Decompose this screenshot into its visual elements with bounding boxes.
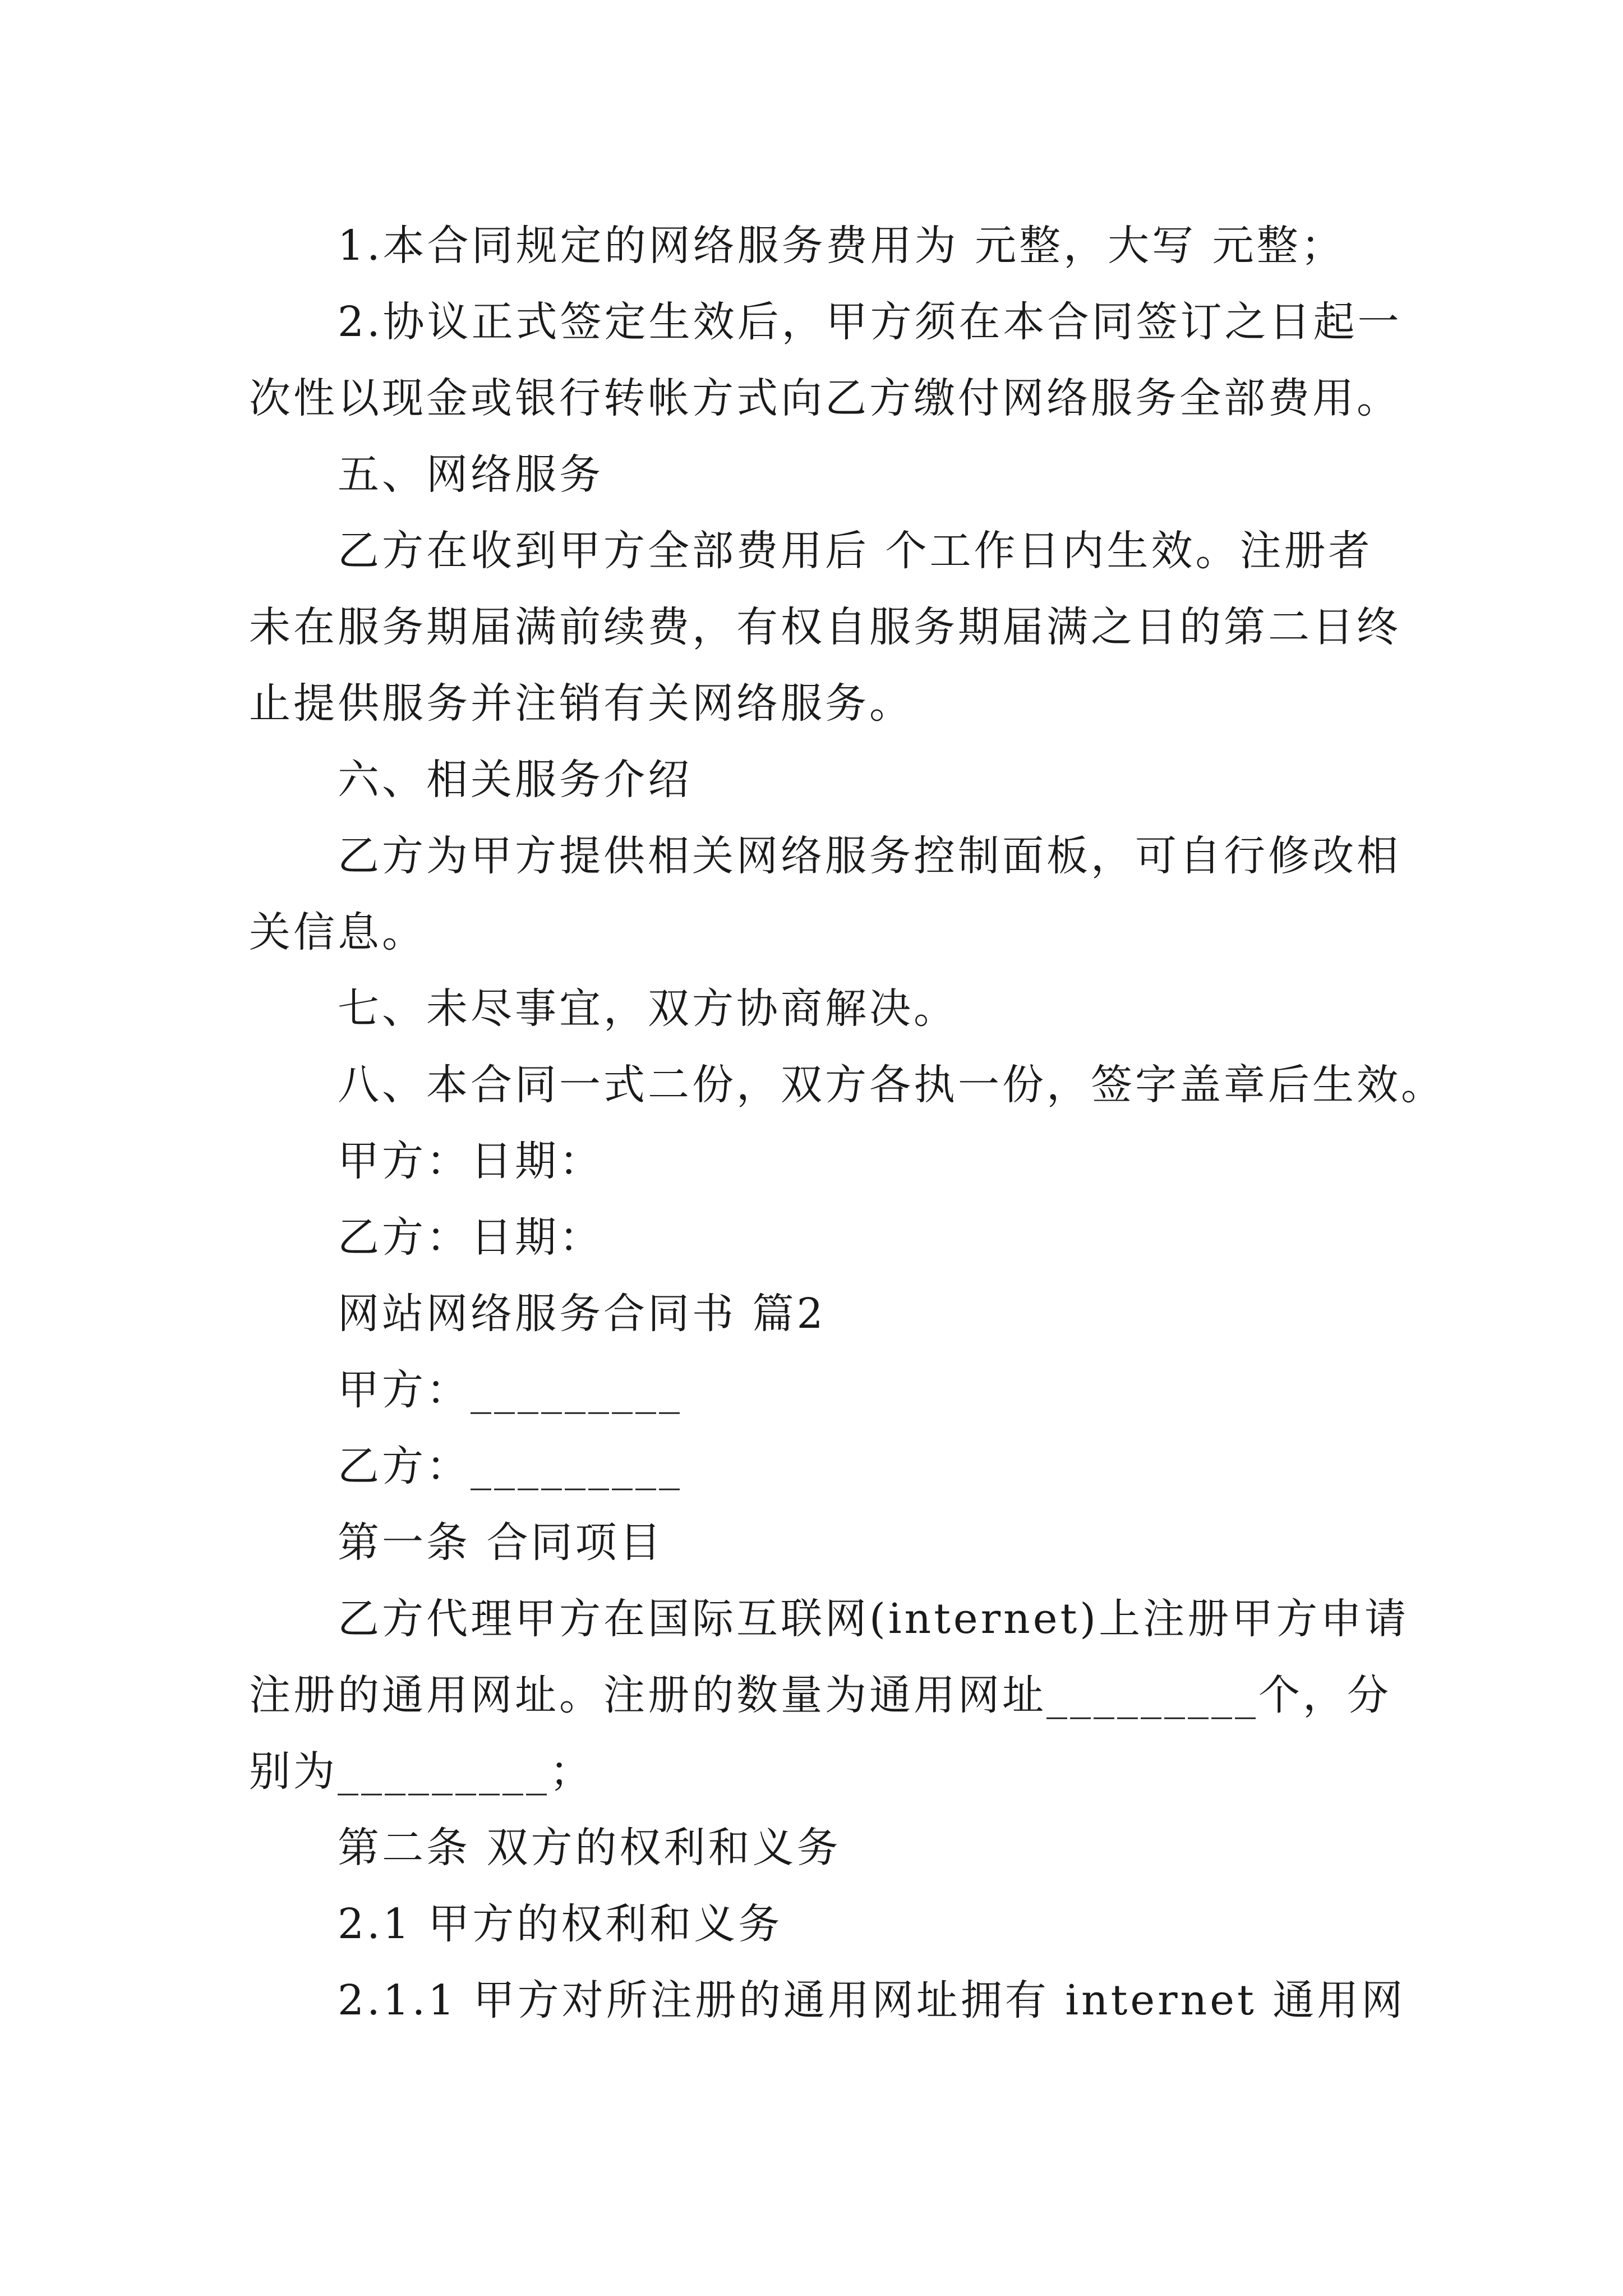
party-b-blank: _________ xyxy=(471,1442,683,1490)
article-1-heading: 第一条 合同项目 xyxy=(338,1519,664,1567)
party-a-blank: _________ xyxy=(471,1366,683,1414)
article-1-line-2-text-a: 注册的通用网址。注册的数量为通用网址 xyxy=(249,1671,1046,1719)
signature-party-a: 甲方：日期： xyxy=(338,1137,603,1185)
article-1-line-2 xyxy=(249,1657,1391,1733)
article-2-1-heading: 2.1 甲方的权利和义务 xyxy=(338,1900,783,1948)
related-services-line-2: 关信息。 xyxy=(249,908,426,956)
section-heading-copies: 八、本合同一式二份，双方各执一份，签字盖章后生效。 xyxy=(338,1061,1445,1109)
network-service-line-2: 未在服务期届满前续费，有权自服务期届满之日的第二日终 xyxy=(249,603,1401,651)
fee-clause-2-line-2: 次性以现金或银行转帐方式向乙方缴付网络服务全部费用。 xyxy=(249,374,1401,422)
section-heading-other-matters: 七、未尽事宜，双方协商解决。 xyxy=(338,984,958,1033)
article-2-heading: 第二条 双方的权利和义务 xyxy=(338,1824,841,1872)
fee-clause-2-line-1: 2.协议正式签定生效后，甲方须在本合同签订之日起一 xyxy=(338,298,1402,346)
article-1-line-3-blank: _________ xyxy=(338,1747,550,1796)
article-1-line-3 xyxy=(249,1733,1376,1810)
article-1-line-3-text-b: ； xyxy=(550,1747,594,1796)
party-a-line xyxy=(249,1352,1376,1428)
article-1-line-1: 乙方代理甲方在国际互联网(internet)上注册甲方申请 xyxy=(338,1595,1409,1643)
signature-party-b: 乙方：日期： xyxy=(338,1213,603,1262)
article-1-line-2-blank: _________ xyxy=(1046,1671,1258,1719)
party-b-line xyxy=(249,1428,1376,1504)
contract-title-part-2: 网站网络服务合同书 篇2 xyxy=(338,1290,826,1338)
article-2-1-1-line: 2.1.1 甲方对所注册的通用网址拥有 internet 通用网 xyxy=(338,1976,1406,2024)
article-1-line-2-text-b: 个，分 xyxy=(1258,1671,1391,1719)
document-body xyxy=(249,208,1445,2039)
section-heading-network-service: 五、网络服务 xyxy=(338,450,603,499)
article-1-line-3-text-a: 别为 xyxy=(249,1747,338,1796)
network-service-line-3: 止提供服务并注销有关网络服务。 xyxy=(249,679,914,728)
network-service-line-1: 乙方在收到甲方全部费用后 个工作日内生效。注册者 xyxy=(338,527,1373,575)
section-heading-related-services: 六、相关服务介绍 xyxy=(338,756,692,804)
party-b-label: 乙方： xyxy=(338,1442,471,1490)
party-a-label: 甲方： xyxy=(338,1366,471,1414)
fee-clause-1: 1.本合同规定的网络服务费用为 元整，大写 元整； xyxy=(338,222,1345,270)
related-services-line-1: 乙方为甲方提供相关网络服务控制面板，可自行修改相 xyxy=(338,832,1401,880)
